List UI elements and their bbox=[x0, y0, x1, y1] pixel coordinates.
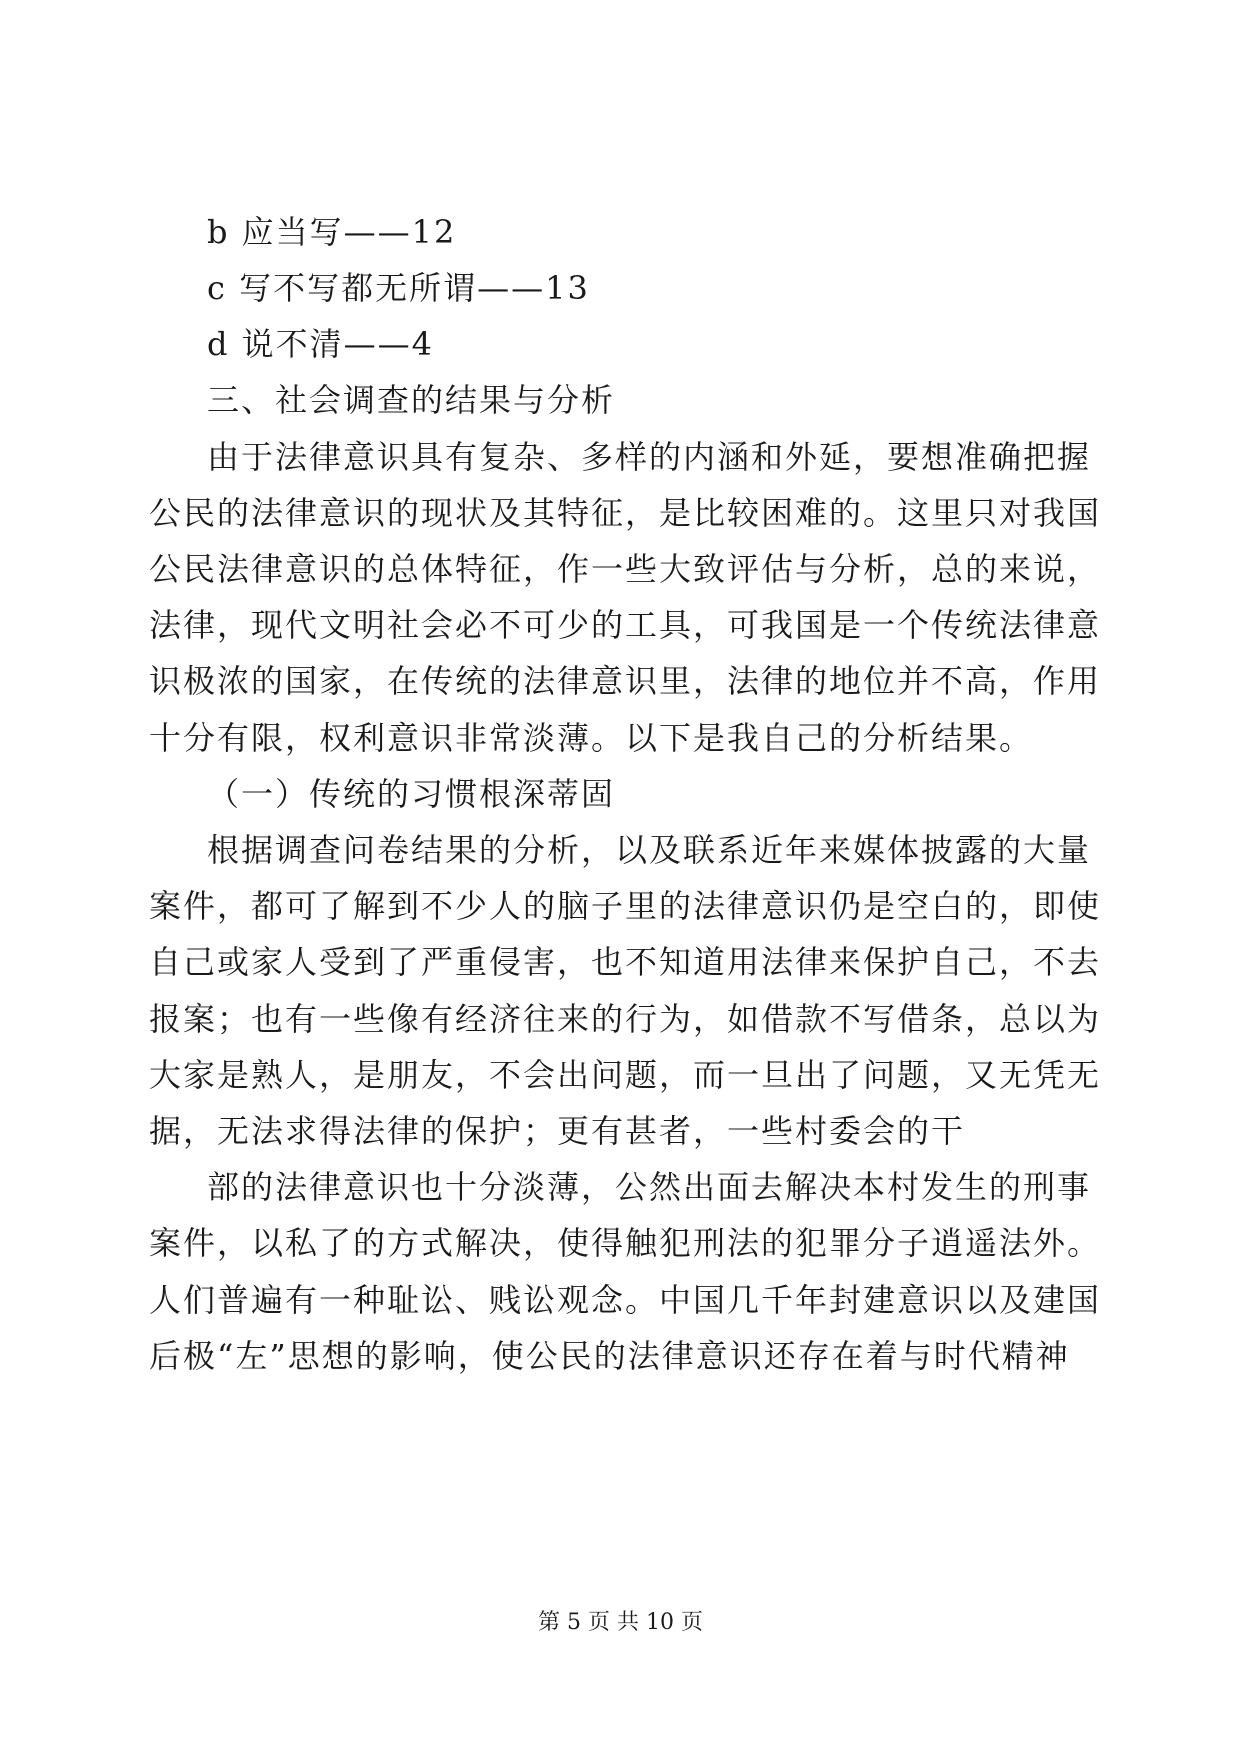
subsection-heading: （一）传统的习惯根深蒂固 bbox=[207, 775, 616, 813]
section-heading: 三、社会调查的结果与分析 bbox=[207, 381, 616, 419]
paragraph-line: 公民法律意识的总体特征，作一些大致评估与分析，总的来说， bbox=[149, 550, 1102, 588]
option-d-line: d 说不清——4 bbox=[207, 325, 435, 363]
paragraph-line: 法律，现代文明社会必不可少的工具，可我国是一个传统法律意 bbox=[149, 606, 1102, 644]
paragraph-line: 大家是熟人，是朋友，不会出问题，而一旦出了问题，又无凭无 bbox=[149, 1056, 1102, 1094]
paragraph-line: 人们普遍有一种耻讼、贱讼观念。中国几千年封建意识以及建国 bbox=[149, 1281, 1102, 1319]
paragraph-line: 案件，都可了解到不少人的脑子里的法律意识仍是空白的，即使 bbox=[149, 887, 1102, 925]
paragraph-line: 公民的法律意识的现状及其特征，是比较困难的。这里只对我国 bbox=[149, 494, 1102, 532]
paragraph-line: 识极浓的国家，在传统的法律意识里，法律的地位并不高，作用 bbox=[149, 662, 1102, 700]
option-c-line: c 写不写都无所谓——13 bbox=[207, 269, 590, 307]
page-number-footer: 第 5 页 共 10 页 bbox=[538, 1610, 703, 1635]
paragraph-line: 案件，以私了的方式解决，使得触犯刑法的犯罪分子逍遥法外。 bbox=[149, 1224, 1102, 1262]
paragraph-line: 根据调查问卷结果的分析，以及联系近年来媒体披露的大量 bbox=[207, 831, 1092, 869]
paragraph-line: 自己或家人受到了严重侵害，也不知道用法律来保护自己，不去 bbox=[149, 943, 1102, 981]
paragraph-line: 十分有限，权利意识非常淡薄。以下是我自己的分析结果。 bbox=[149, 719, 1034, 757]
paragraph-line: 后极“左”思想的影响，使公民的法律意识还存在着与时代精神 bbox=[149, 1337, 1070, 1375]
option-b-line: b 应当写——12 bbox=[207, 213, 457, 251]
paragraph-line: 由于法律意识具有复杂、多样的内涵和外延，要想准确把握 bbox=[207, 438, 1092, 476]
paragraph-line: 部的法律意识也十分淡薄，公然出面去解决本村发生的刑事 bbox=[207, 1168, 1092, 1206]
paragraph-line: 报案；也有一些像有经济往来的行为，如借款不写借条，总以为 bbox=[149, 1000, 1102, 1038]
paragraph-line: 据，无法求得法律的保护；更有甚者，一些村委会的干 bbox=[149, 1112, 966, 1150]
